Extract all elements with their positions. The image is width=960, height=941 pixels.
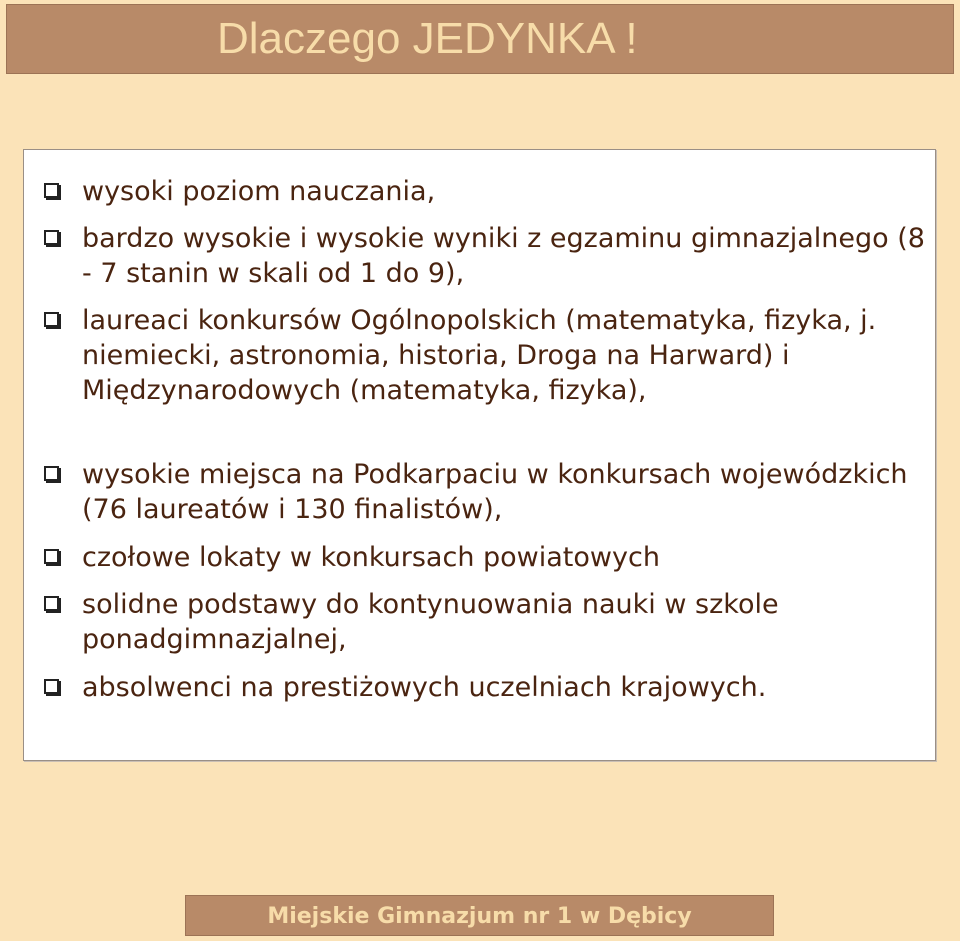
bullet-text: wysokie miejsca na Podkarpaciu w konkursach wojewódzkich (76 laureatów i 130 finalistów),	[82, 459, 908, 525]
bullet-text: absolwenci na prestiżowych uczelniach krajowych.	[82, 672, 767, 703]
checkbox-icon	[44, 596, 59, 611]
bullet-text: laureaci konkursów Ogólnopolskich (matematyka, fizyka, j. niemiecki, astronomia, historia, Droga na Harward) i Międzynarodowych (matematyka, fizyka),	[82, 305, 877, 406]
checkbox-icon	[44, 679, 59, 694]
bullet-text: solidne podstawy do kontynuowania nauki w szkole ponadgimnazjalnej,	[82, 589, 779, 655]
bullet-text: czołowe lokaty w konkursach powiatowych	[82, 542, 660, 573]
title-bar	[6, 4, 954, 74]
checkbox-icon	[44, 230, 59, 245]
content-panel	[23, 149, 936, 761]
bullet-text: wysoki poziom nauczania,	[82, 176, 436, 207]
checkbox-icon	[44, 549, 59, 564]
footer-label: Miejskie Gimnazjum nr 1 w Dębicy	[267, 904, 692, 929]
footer-bar	[185, 895, 774, 936]
checkbox-icon	[44, 183, 59, 198]
checkbox-icon	[44, 466, 59, 481]
checkbox-icon	[44, 312, 59, 327]
bullet-text: bardzo wysokie i wysokie wyniki z egzaminu gimnazjalnego (8 - 7 stanin w skali od 1 do 9),	[82, 223, 925, 289]
page-title: Dlaczego JEDYNKA !	[217, 14, 638, 63]
